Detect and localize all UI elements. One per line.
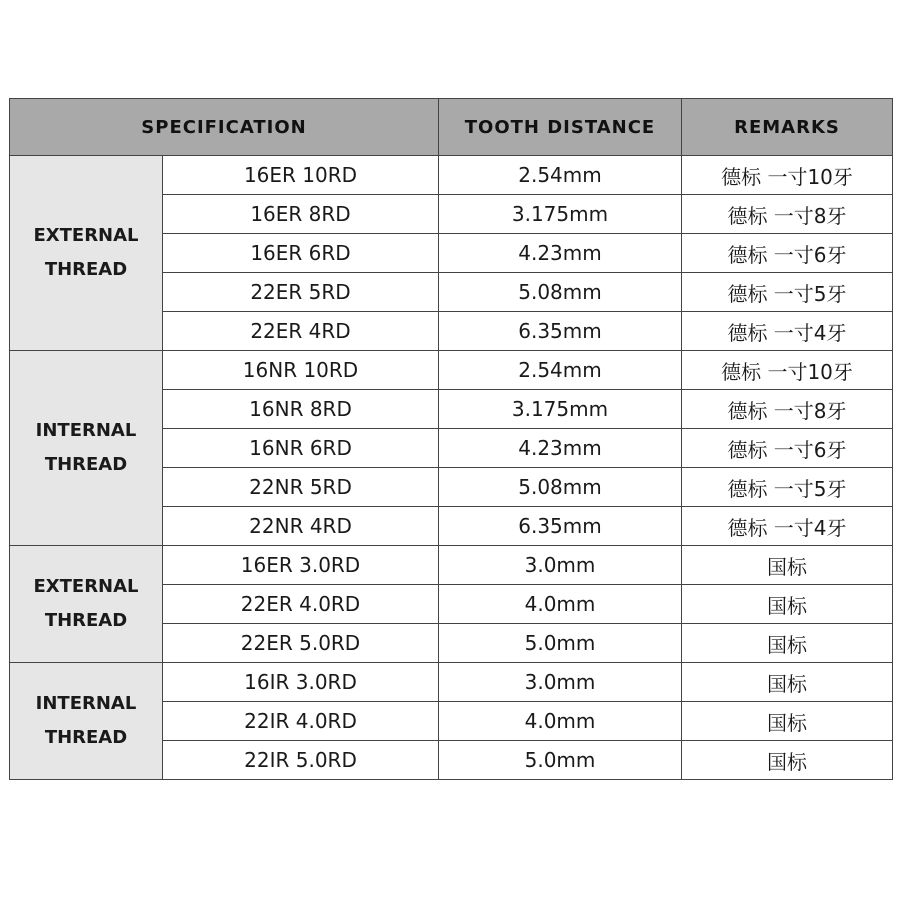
spec-cell: 16ER 3.0RD xyxy=(163,546,439,585)
group-label-line2: THREAD xyxy=(44,454,128,475)
spec-cell: 22ER 4RD xyxy=(163,312,439,351)
remark-cell: 德标 一寸4牙 xyxy=(682,507,893,546)
spec-cell: 22ER 5RD xyxy=(163,273,439,312)
tooth-distance-cell: 3.0mm xyxy=(439,546,682,585)
table-row xyxy=(10,663,893,702)
group-label-line1: INTERNAL xyxy=(35,693,137,714)
spec-cell: 22ER 5.0RD xyxy=(163,624,439,663)
table-row xyxy=(10,351,893,390)
remark-cell: 德标 一寸4牙 xyxy=(682,312,893,351)
tooth-distance-cell: 3.175mm xyxy=(439,390,682,429)
table-row xyxy=(10,156,893,195)
thread-spec-table xyxy=(9,98,893,780)
group-label-line1: EXTERNAL xyxy=(33,225,139,246)
thread-group-label xyxy=(10,546,163,663)
spec-cell: 16ER 10RD xyxy=(163,156,439,195)
remark-cell: 德标 一寸8牙 xyxy=(682,195,893,234)
thread-group-label xyxy=(10,156,163,351)
tooth-distance-cell: 6.35mm xyxy=(439,312,682,351)
spec-cell: 16NR 8RD xyxy=(163,390,439,429)
spec-cell: 22ER 4.0RD xyxy=(163,585,439,624)
header-remarks: REMARKS xyxy=(682,99,893,156)
tooth-distance-cell: 3.175mm xyxy=(439,195,682,234)
group-label-line2: THREAD xyxy=(44,259,128,280)
tooth-distance-cell: 4.23mm xyxy=(439,234,682,273)
tooth-distance-cell: 4.0mm xyxy=(439,702,682,741)
spec-cell: 16ER 6RD xyxy=(163,234,439,273)
remark-cell: 德标 一寸6牙 xyxy=(682,429,893,468)
remark-cell: 国标 xyxy=(682,663,893,702)
group-label-line2: THREAD xyxy=(44,610,128,631)
tooth-distance-cell: 5.0mm xyxy=(439,741,682,780)
tooth-distance-cell: 5.08mm xyxy=(439,468,682,507)
thread-group-label xyxy=(10,351,163,546)
spec-cell: 22NR 5RD xyxy=(163,468,439,507)
tooth-distance-cell: 6.35mm xyxy=(439,507,682,546)
remark-cell: 德标 一寸10牙 xyxy=(682,156,893,195)
spec-cell: 22IR 5.0RD xyxy=(163,741,439,780)
remark-cell: 国标 xyxy=(682,702,893,741)
tooth-distance-cell: 4.23mm xyxy=(439,429,682,468)
spec-cell: 16NR 10RD xyxy=(163,351,439,390)
tooth-distance-cell: 4.0mm xyxy=(439,585,682,624)
table-row xyxy=(10,546,893,585)
remark-cell: 德标 一寸5牙 xyxy=(682,468,893,507)
remark-cell: 国标 xyxy=(682,741,893,780)
remark-cell: 国标 xyxy=(682,585,893,624)
header-tooth-distance: TOOTH DISTANCE xyxy=(439,99,682,156)
remark-cell: 国标 xyxy=(682,624,893,663)
header-row xyxy=(10,99,893,156)
spec-cell: 16NR 6RD xyxy=(163,429,439,468)
remark-cell: 德标 一寸6牙 xyxy=(682,234,893,273)
thread-group-label xyxy=(10,663,163,780)
tooth-distance-cell: 5.0mm xyxy=(439,624,682,663)
tooth-distance-cell: 2.54mm xyxy=(439,156,682,195)
spec-cell: 16IR 3.0RD xyxy=(163,663,439,702)
remark-cell: 国标 xyxy=(682,546,893,585)
spec-cell: 16ER 8RD xyxy=(163,195,439,234)
header-specification: SPECIFICATION xyxy=(10,99,439,156)
remark-cell: 德标 一寸5牙 xyxy=(682,273,893,312)
remark-cell: 德标 一寸8牙 xyxy=(682,390,893,429)
tooth-distance-cell: 2.54mm xyxy=(439,351,682,390)
tooth-distance-cell: 5.08mm xyxy=(439,273,682,312)
tooth-distance-cell: 3.0mm xyxy=(439,663,682,702)
group-label-line1: EXTERNAL xyxy=(33,576,139,597)
table-body xyxy=(10,156,893,780)
remark-cell: 德标 一寸10牙 xyxy=(682,351,893,390)
spec-cell: 22NR 4RD xyxy=(163,507,439,546)
group-label-line1: INTERNAL xyxy=(35,420,137,441)
group-label-line2: THREAD xyxy=(44,727,128,748)
spec-cell: 22IR 4.0RD xyxy=(163,702,439,741)
